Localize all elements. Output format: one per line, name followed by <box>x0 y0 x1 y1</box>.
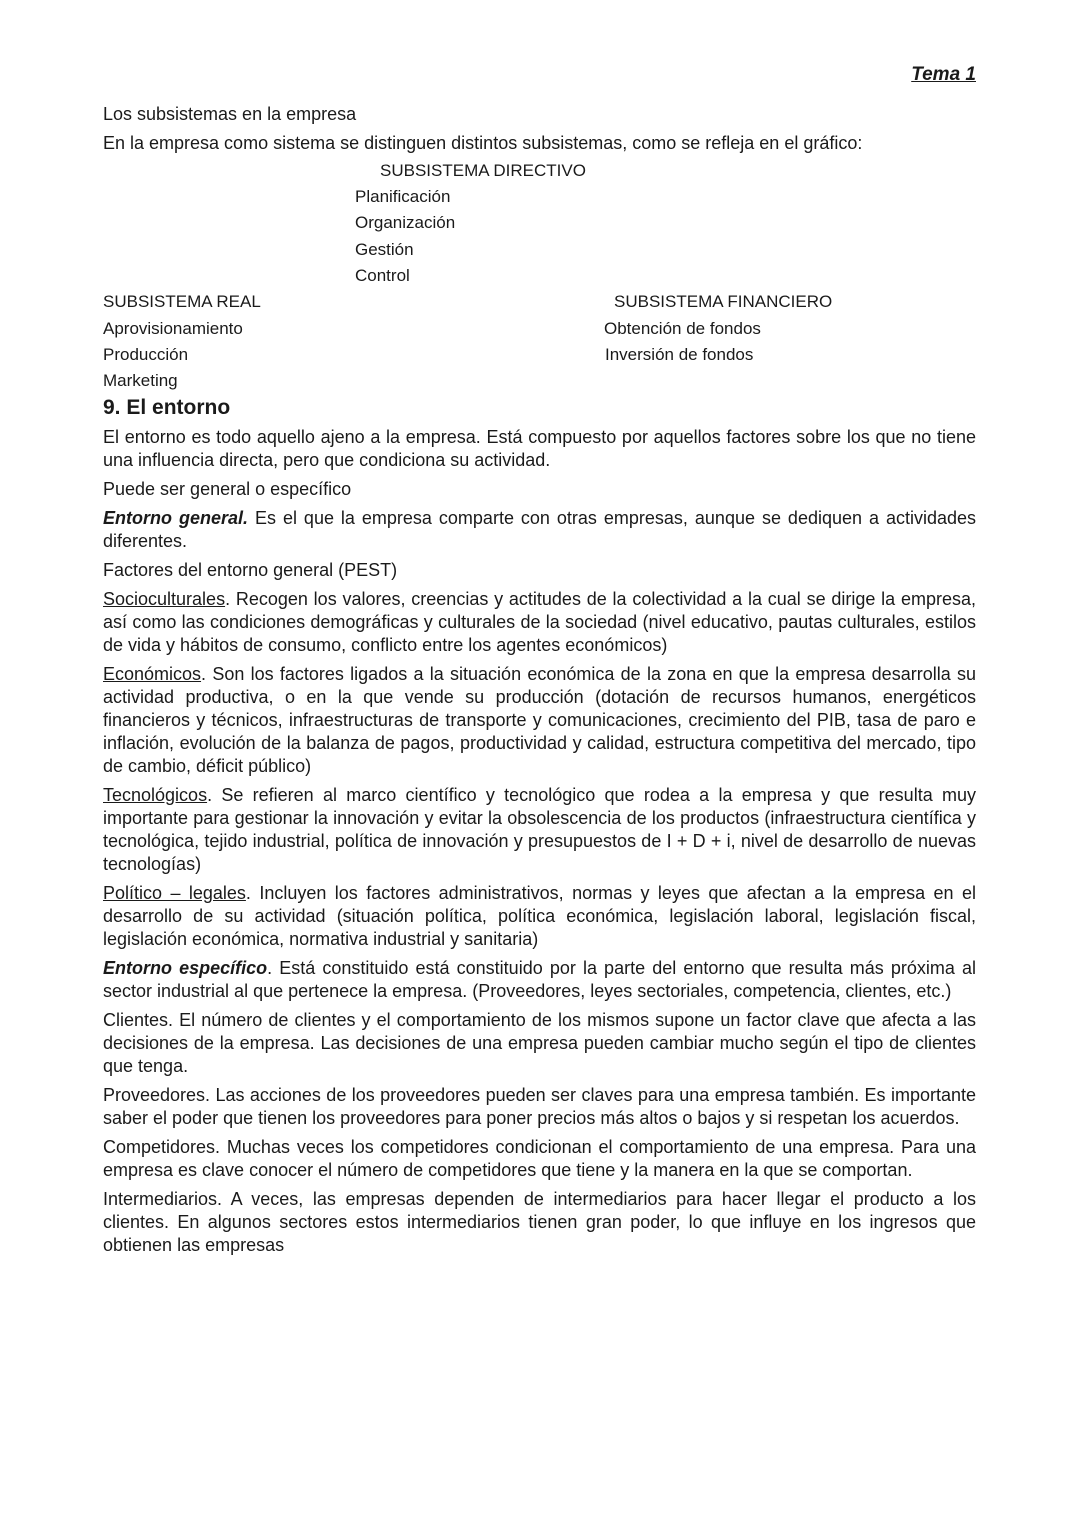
entorno-types: Puede ser general o específico <box>103 479 352 499</box>
directivo-title: SUBSISTEMA DIRECTIVO <box>380 161 586 180</box>
real-item: Marketing <box>103 371 178 390</box>
economicos-paragraph <box>103 663 976 778</box>
section-heading-entorno: 9. El entorno <box>103 396 231 419</box>
financiero-item: Obtención de fondos <box>604 319 761 338</box>
proveedores-paragraph: Proveedores. Las acciones de los proveedores pueden ser claves para una empresa también. Es importante saber el poder que tienen los proveedores para poner precios más altos o bajos y si respetan los acuerdos. <box>103 1085 976 1128</box>
financiero-title: SUBSISTEMA FINANCIERO <box>614 292 833 311</box>
pest-title: Factores del entorno general (PEST) <box>103 560 398 580</box>
economicos-term: Económicos <box>103 664 202 684</box>
real-title: SUBSISTEMA REAL <box>103 292 261 311</box>
intermediarios-paragraph: Intermediarios. A veces, las empresas dependen de intermediarios para hacer llegar el producto a los clientes. En algunos sectores estos intermediarios tienen gran poder, lo que influye en los ingresos que obtienen las empresas <box>103 1189 976 1255</box>
clientes-paragraph: Clientes. El número de clientes y el comportamiento de los mismos supone un factor clave que afecta a las decisiones de la empresa. Las decisiones de una empresa pueden cambiar mucho según el tipo de clientes que tenga. <box>103 1010 976 1076</box>
entorno-definition: El entorno es todo aquello ajeno a la empresa. Está compuesto por aquellos factores sobre los que no tiene una influencia directa, pero que condiciona su actividad. <box>103 427 976 470</box>
politico-legales-term: Político – legales <box>103 883 246 903</box>
real-item: Producción <box>103 345 189 364</box>
competidores-paragraph: Competidores. Muchas veces los competidores condicionan el comportamiento de una empresa. Para una empresa es clave conocer el número de competidores que tiene y la manera en la que se comportan. <box>103 1137 976 1180</box>
entorno-especifico-term: Entorno específico <box>103 958 268 978</box>
tecnologicos-text: . Se refieren al marco científico y tecnológico que rodea a la empresa y que resulta muy importante para gestionar la innovación y evitar la obsolescencia de los productos (infraestructura científica y tecnológica, tejido industrial, política de innovación y presupuestos de I + D + i, nivel de desarrollo de nuevas tecnologías) <box>103 785 976 874</box>
subsystems-title: Los subsistemas en la empresa <box>103 104 357 124</box>
socioculturales-text: . Recogen los valores, creencias y actitudes de la colectividad a la cual se dirige la empresa, así como las condiciones demográficas y culturales de la sociedad (nivel educativo, pautas culturales, estilos de vida y hábitos de consumo, conflicto entre los agentes económicos) <box>103 589 976 655</box>
directivo-item: Organización <box>355 213 456 232</box>
directivo-item: Planificación <box>355 187 451 206</box>
entorno-general-paragraph <box>103 507 976 553</box>
entorno-body <box>103 426 976 1263</box>
entorno-especifico-text: . Está constituido está constituido por la parte del entorno que resulta más próxima al sector industrial al que pertenece la empresa. (Proveedores, leyes sectoriales, competencia, clientes, etc.) <box>103 958 976 1001</box>
directivo-item: Control <box>355 266 410 285</box>
socioculturales-term: Socioculturales <box>103 589 226 609</box>
socioculturales-paragraph <box>103 588 976 657</box>
politico-legales-paragraph <box>103 882 976 951</box>
tecnologicos-paragraph <box>103 784 976 876</box>
tecnologicos-term: Tecnológicos <box>103 785 208 805</box>
directivo-item: Gestión <box>355 240 414 259</box>
page-header-tema: Tema 1 <box>911 64 976 85</box>
entorno-general-term: Entorno general. <box>103 508 248 528</box>
politico-legales-text: . Incluyen los factores administrativos, normas y leyes que afectan a la empresa en el desarrollo de su actividad (situación política, política económica, legislación laboral, legislación fiscal, legislación económica, normativa industrial y sanitaria) <box>103 883 976 949</box>
economicos-text: . Son los factores ligados a la situación económica de la zona en que la empresa desarrolla su actividad productiva, o en la que vende su producción (dotación de recursos humanos, energéticos financieros y técnicos, infraestructuras de transporte y comunicaciones, crecimiento del PIB, tasa de paro e inflación, evolución de la balanza de pagos, productividad y calidad, estructura competitiva del mercado, tipo de cambio, déficit público) <box>103 664 976 776</box>
subsystems-intro: En la empresa como sistema se distinguen distintos subsistemas, como se refleja en el gráfico: <box>103 133 863 153</box>
financiero-item: Inversión de fondos <box>605 345 754 364</box>
entorno-especifico-paragraph <box>103 957 976 1003</box>
real-item: Aprovisionamiento <box>103 319 243 338</box>
entorno-general-text: Es el que la empresa comparte con otras empresas, aunque se dediquen a actividades diferentes. <box>103 508 977 551</box>
